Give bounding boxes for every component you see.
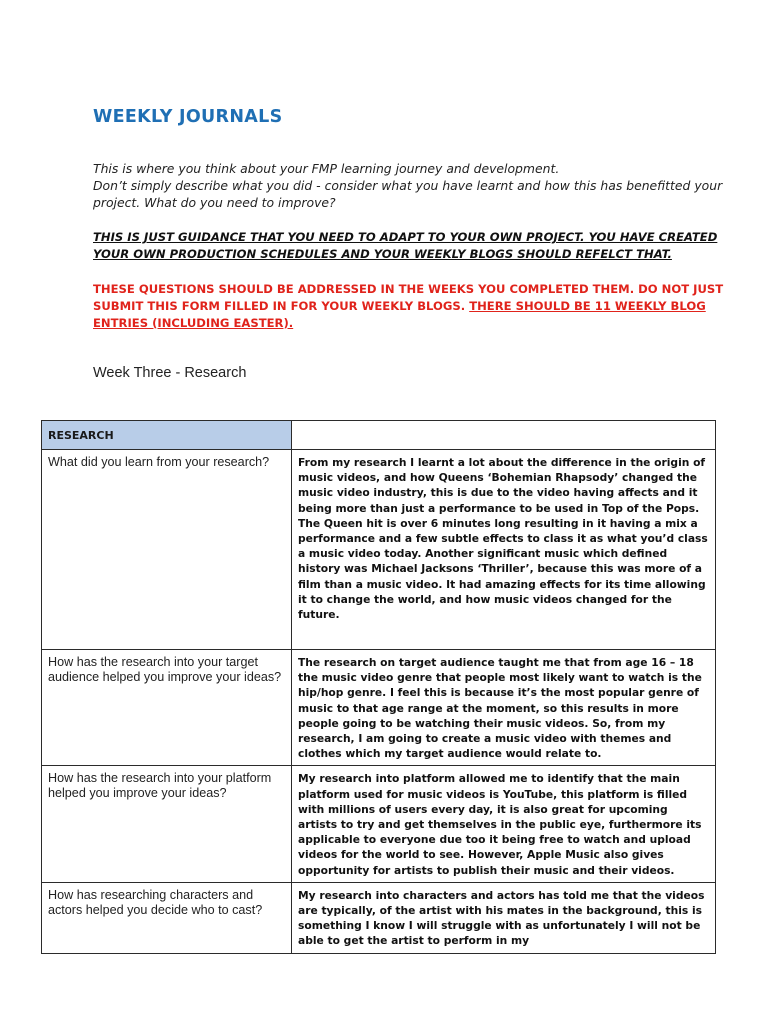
answer-cell: My research into platform allowed me to identify that the main platform used for music videos is YouTube, this platform is filled with millions of users every day, it is also great for upcoming artists to try and get themselves in the public eye, furthermore its applicable to everyone due too it being free to watch and upload videos for the world to see. However, Apple Music also gives opportunity for artists to publish their music and their videos. xyxy=(292,766,716,882)
answer-cell: From my research I learnt a lot about the difference in the origin of music videos, and how Queens ‘Bohemian Rhapsody’ changed the music video industry, this is due to the video having affects and it being more than just a performance to be used in Top of the Pops. The Queen hit is over 6 minutes long resulting in it having a mix a performance and a few subtle effects to class it as what you’d class a music video today. Another significant music which defined history was Michael Jacksons ‘Thriller’, because this was more of a film than a music video. It had amazing effects for its time allowing it to change the world, and how music videos changed for the future. xyxy=(292,450,716,650)
page-title: WEEKLY JOURNALS xyxy=(93,107,283,127)
intro-text xyxy=(93,160,733,211)
table-row xyxy=(42,766,716,882)
table-header-cell: RESEARCH xyxy=(42,421,292,450)
answer-cell: The research on target audience taught me that from age 16 – 18 the music video genre that people most likely want to watch is the hip/hop genre. I feel this is because it’s the most popular genre of music to that age range at the moment, so this results in more people going to be watching their music videos. So, from my research, I am going to create a music video with themes and clothes which my target audience would relate to. xyxy=(292,650,716,766)
table-row xyxy=(42,650,716,766)
warning-note xyxy=(93,281,733,332)
intro-line-2: Don’t simply describe what you did - consider what you have learnt and how this has benefitted your project. What do you need to improve? xyxy=(93,178,723,210)
question-cell: How has researching characters and actors helped you decide who to cast? xyxy=(42,882,292,953)
table-row xyxy=(42,882,716,953)
table-row xyxy=(42,450,716,650)
intro-line-1: This is where you think about your FMP learning journey and development. xyxy=(93,161,560,176)
answer-cell: My research into characters and actors has told me that the videos are typically, of the artist with his mates in the background, this is something I know I will struggle with as unfortunately I will not be able to get the artist to perform in my xyxy=(292,882,716,953)
question-cell: What did you learn from your research? xyxy=(42,450,292,650)
question-cell: How has the research into your target audience helped you improve your ideas? xyxy=(42,650,292,766)
table-header-row xyxy=(42,421,716,450)
table-header-empty-cell xyxy=(292,421,716,450)
week-heading: Week Three - Research xyxy=(93,365,247,381)
guidance-note: THIS IS JUST GUIDANCE THAT YOU NEED TO ADAPT TO YOUR OWN PROJECT. YOU HAVE CREATED YOUR OWN PRODUCTION SCHEDULES AND YOUR WEEKLY BLOGS SHOULD REFELCT THAT. xyxy=(93,230,718,261)
warning-text: THESE QUESTIONS SHOULD BE ADDRESSED IN THE WEEKS YOU COMPLETED THEM. DO NOT JUST SUBMIT THIS FORM FILLED IN FOR YOUR WEEKLY BLOGS. xyxy=(93,282,724,313)
research-table xyxy=(41,420,716,954)
question-cell: How has the research into your platform helped you improve your ideas? xyxy=(42,766,292,882)
warning-underlined-text: THERE SHOULD BE 11 WEEKLY BLOG ENTRIES (INCLUDING EASTER). xyxy=(93,299,706,330)
